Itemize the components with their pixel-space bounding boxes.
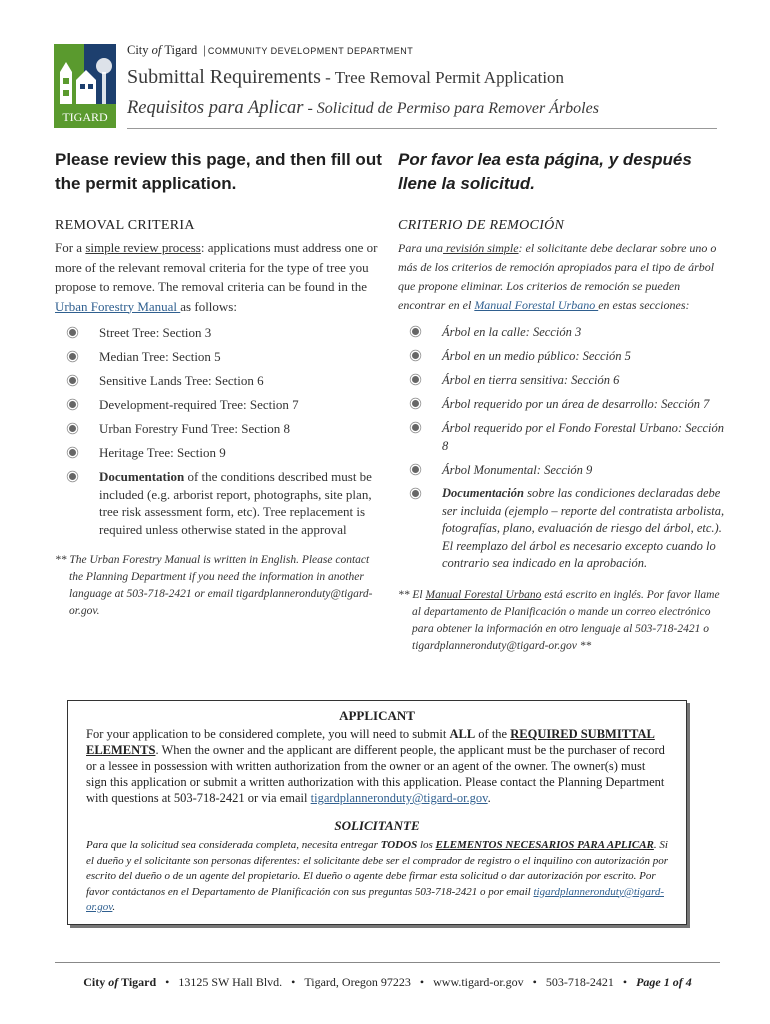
city-name: Tigard <box>164 43 198 57</box>
applicant-box <box>67 700 687 925</box>
english-column <box>55 148 385 620</box>
header-city-line <box>127 43 413 58</box>
documentation-label: Documentation <box>99 469 185 484</box>
applicant-text-part: For your application to be considered complete, you will need to submit <box>86 727 450 741</box>
footer-rule <box>55 962 720 963</box>
language-note-es <box>398 587 728 655</box>
review-instruction-es: Por favor lea esta página, y después llene la solicitud. <box>398 150 692 193</box>
applicant-text-part: . <box>487 791 491 805</box>
criteria-list <box>55 324 385 538</box>
simple-review-text: simple review process <box>85 240 201 255</box>
list-item <box>398 371 728 389</box>
note-text: ** El <box>398 588 426 601</box>
page-title-main: Submittal Requirements <box>127 66 321 88</box>
footer-separator: • <box>532 975 537 989</box>
page-number: Page 1 of 4 <box>636 975 692 989</box>
criteria-item-label: Árbol Monumental: Sección 9 <box>442 463 593 477</box>
criteria-item-label: Árbol requerido por un área de desarrollo: Sección 7 <box>442 397 710 411</box>
criteria-list-es <box>398 323 728 573</box>
intro-text: Para una <box>398 241 443 255</box>
city-of: of <box>151 43 162 57</box>
criteria-item-label: Urban Forestry Fund Tree: Section 8 <box>99 421 291 436</box>
removal-criteria-intro-es <box>398 239 728 315</box>
bullet-icon <box>412 490 419 497</box>
criteria-item-label: Heritage Tree: Section 9 <box>99 445 226 460</box>
list-item <box>398 419 728 455</box>
page-title-es-main: Requisitos para Aplicar <box>127 98 304 118</box>
city-prefix: City <box>127 43 149 57</box>
solicitante-text-part: los <box>417 839 436 851</box>
page-title-es <box>127 98 599 119</box>
bullet-icon <box>69 353 76 360</box>
footer-separator: • <box>419 975 425 989</box>
list-item <box>398 395 728 413</box>
applicant-text-part: . When the owner and the applicant are different people, the applicant must be the purchaser of record or a lessee in possession with written authorization from the owner or an agent of the owner. The owner(s) must sign this application or submit a written authorization with this application. Please contact the Planning Department with questions at 503-718-2421 or via email <box>86 743 665 805</box>
planning-email-link-es[interactable]: tigardplanneronduty@tigard-or.gov <box>86 885 664 913</box>
criteria-item-label: Árbol requerido por el Fondo Forestal Urbano: Sección 8 <box>442 421 725 453</box>
bullet-icon <box>69 449 76 456</box>
bullet-icon <box>412 466 419 473</box>
applicant-text-part: of the <box>475 727 511 741</box>
footer-city-prefix: City <box>83 975 106 989</box>
criteria-item-label: Median Tree: Section 5 <box>99 349 221 364</box>
documentation-text: of the conditions described must be included (e.g. arborist report, photographs, site plan, tree risk assessment form, etc). Tree replacement is required unless otherwise stated in the approval <box>99 469 372 537</box>
solicitante-text-part: Para que la solicitud sea considerada completa, necesita entregar <box>86 839 381 851</box>
footer-city-name: Tigard <box>121 975 157 989</box>
list-item <box>55 444 385 462</box>
review-instruction: Please review this page, and then fill out the permit application. <box>55 150 382 193</box>
criteria-item-label: Development-required Tree: Section 7 <box>99 397 299 412</box>
applicant-text <box>86 726 668 806</box>
removal-criteria-intro <box>55 238 385 316</box>
header-divider: | <box>203 43 206 57</box>
logo-text: TIGARD <box>62 110 108 124</box>
list-item <box>55 396 385 414</box>
footer-address: 13125 SW Hall Blvd. <box>178 975 283 989</box>
page-title-sub: - Tree Removal Permit Application <box>320 68 565 87</box>
intro-text: : el solicitante debe declarar sobre uno o más de los criterios de remoción apropiados para el tipo de árbol que propone eliminar. Los criterios de remoción se pueden encontrar en el <box>398 241 717 312</box>
footer-phone: 503-718-2421 <box>545 975 614 989</box>
department-name: COMMUNITY DEVELOPMENT DEPARTMENT <box>207 46 414 56</box>
footer-city <box>83 975 156 989</box>
list-item <box>398 461 728 479</box>
list-item <box>398 323 728 341</box>
list-item <box>55 372 385 390</box>
required-elements-text: REQUIRED SUBMITTAL ELEMENTS <box>86 727 655 757</box>
manual-forestal-text: Manual Forestal Urbano <box>425 588 542 601</box>
bullet-icon <box>412 424 419 431</box>
solicitante-heading: SOLICITANTE <box>334 818 420 833</box>
footer-separator: • <box>622 975 628 989</box>
bullet-icon <box>69 425 76 432</box>
list-item-documentation-es <box>398 485 728 573</box>
bullet-icon <box>69 473 76 480</box>
language-note: ** The Urban Forestry Manual is written in English. Please contact the Planning Department if you need the information in another language at 503-718-2421 or email tigardplanneronduty@tigard-or.gov. <box>55 554 373 617</box>
bullet-icon <box>412 376 419 383</box>
footer-separator: • <box>291 975 296 989</box>
bullet-icon <box>69 329 76 336</box>
criteria-item-label: Street Tree: Section 3 <box>99 325 212 340</box>
documentation-label-es: Documentación <box>442 486 524 500</box>
list-item-documentation <box>55 468 385 538</box>
intro-text: : applications must address one or more of the relevant removal criteria for the type of tree you propose to remove. The removal criteria can be found in the <box>55 240 378 294</box>
tigard-logo <box>52 42 118 128</box>
urban-forestry-manual-link[interactable]: Urban Forestry Manual <box>55 298 181 314</box>
page-title <box>127 66 564 89</box>
removal-criteria-heading: REMOVAL CRITERIA <box>55 218 195 233</box>
page-footer <box>55 975 720 990</box>
criteria-item-label: Árbol en tierra sensitiva: Sección 6 <box>442 373 620 387</box>
bullet-icon <box>69 377 76 384</box>
solicitante-text <box>86 838 668 916</box>
header-rule <box>127 128 717 129</box>
spanish-column <box>398 148 728 655</box>
criteria-item-label: Árbol en un medio público: Sección 5 <box>442 349 631 363</box>
criteria-item-label: Sensitive Lands Tree: Section 6 <box>99 373 264 388</box>
bullet-icon <box>69 401 76 408</box>
note-text: está escrito en inglés. Por favor llame al departamento de Planificación o mande un correo electrónico para obtener la información en otro lenguaje al 503-718-2421 o tigardplanneronduty@tigard-or.gov ** <box>412 588 720 652</box>
list-item <box>398 347 728 365</box>
footer-city-of: of <box>108 975 119 989</box>
removal-criteria-heading-es: CRITERIO DE REMOCIÓN <box>398 218 565 233</box>
simple-review-text-es: revisión simple <box>443 241 519 255</box>
criteria-item-label: Árbol en la calle: Sección 3 <box>442 325 582 339</box>
footer-website: www.tigard-or.gov <box>433 975 524 989</box>
manual-forestal-link[interactable]: Manual Forestal Urbano <box>474 298 599 312</box>
todos-text: TODOS <box>380 839 418 851</box>
footer-separator: • <box>165 975 170 989</box>
bullet-icon <box>412 352 419 359</box>
solicitante-text-part: . <box>112 901 116 913</box>
intro-text: For a <box>55 240 86 255</box>
bullet-icon <box>412 328 419 335</box>
footer-city-state: Tigard, Oregon 97223 <box>304 975 411 989</box>
all-text: ALL <box>449 727 476 741</box>
solicitante-text-part: . Si el dueño y el solicitante son personas diferentes: el solicitante debe ser el comprador de registro o el inquilino con autorización por escrito del dueño o de un agente del propietario. El dueño o agente debe firmar esta solicitud o dar autorización por escrito. Por favor contáctanos en el Departamento de Planificación con sus preguntas 503-718-2421 o por email <box>86 839 668 898</box>
intro-text: en estas secciones: <box>598 298 690 312</box>
planning-email-link[interactable]: tigardplanneronduty@tigard-or.gov <box>310 791 488 805</box>
bullet-icon <box>412 400 419 407</box>
list-item <box>55 324 385 342</box>
page-title-es-sub: - Solicitud de Permiso para Remover Árboles <box>303 100 599 117</box>
documentation-text-es: sobre las condiciones declaradas debe ser incluida (ejemplo – reporte del contratista arbolista, fotografías, plano, evaluación de riesgo del árbol, etc.). El reemplazo del árbol es necesario excepto cuando lo contrario sea indicado en la aprobación. <box>442 486 725 570</box>
list-item <box>55 420 385 438</box>
applicant-heading: APPLICANT <box>339 708 415 723</box>
intro-text: as follows: <box>180 298 237 314</box>
list-item <box>55 348 385 366</box>
elementos-necesarios-text: ELEMENTOS NECESARIOS PARA APLICAR <box>435 839 654 851</box>
